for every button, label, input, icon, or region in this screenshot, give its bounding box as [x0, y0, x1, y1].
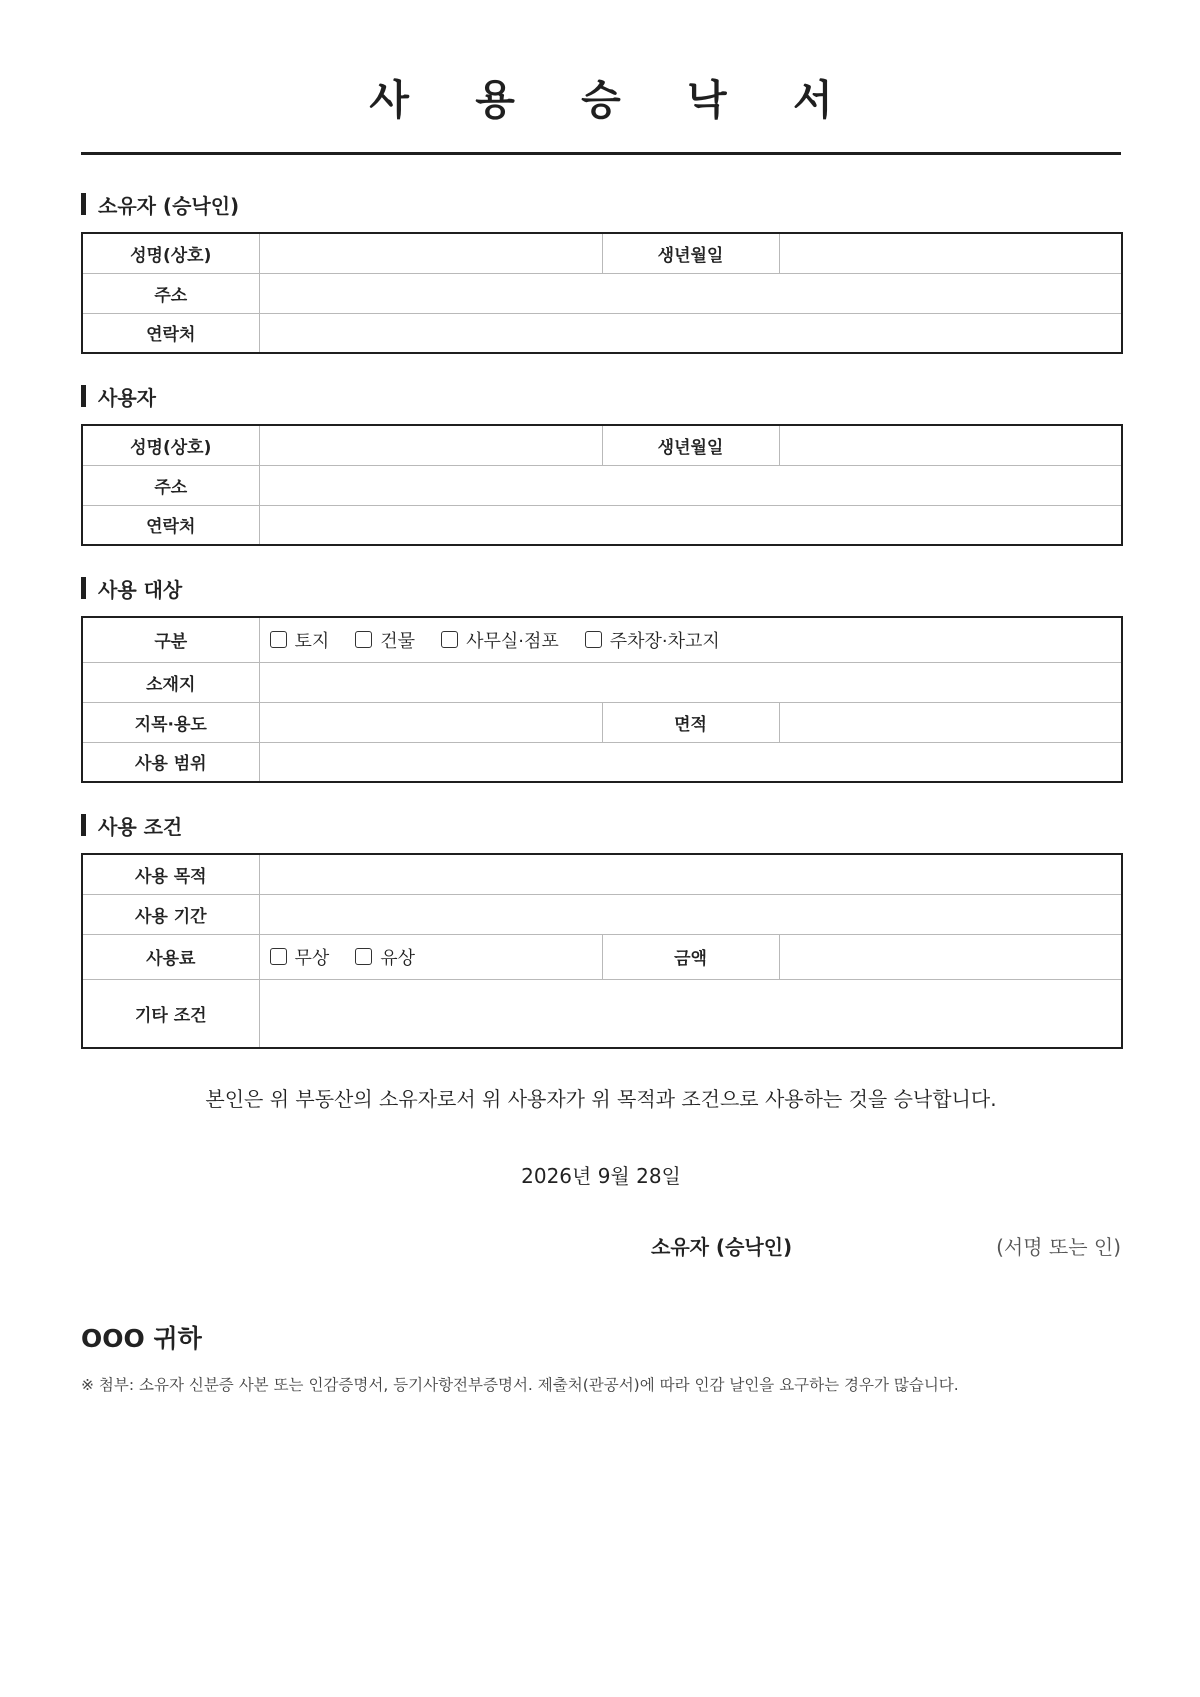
target-section-title: 사용 대상 — [98, 577, 183, 602]
checkbox[interactable] — [355, 948, 372, 965]
conditions-section-heading — [81, 811, 1121, 839]
table-row — [82, 742, 1122, 782]
checkbox[interactable] — [585, 631, 602, 648]
table-row — [82, 425, 1122, 465]
purpose-field[interactable] — [259, 854, 1122, 894]
checkbox[interactable] — [270, 948, 287, 965]
user-name-label: 성명(상호) — [82, 425, 259, 465]
target-scope-label: 사용 범위 — [82, 742, 259, 782]
table-row — [82, 854, 1122, 894]
target-category-label: 지목·용도 — [82, 702, 259, 742]
fee-options — [259, 934, 602, 979]
section-marker — [81, 193, 86, 215]
checkbox[interactable] — [355, 631, 372, 648]
conditions-table — [81, 853, 1123, 1049]
user-address-label: 주소 — [82, 465, 259, 505]
period-label: 사용 기간 — [82, 894, 259, 934]
owner-birth-field[interactable] — [779, 233, 1122, 273]
table-row — [82, 313, 1122, 353]
user-section-heading — [81, 382, 1121, 410]
target-section-heading — [81, 574, 1121, 602]
user-name-field[interactable] — [259, 425, 602, 465]
type-option-land[interactable]: 토지 — [270, 627, 330, 653]
user-address-field[interactable] — [259, 465, 1122, 505]
owner-birth-label: 생년월일 — [602, 233, 779, 273]
document-page — [81, 0, 1121, 1395]
owner-address-field[interactable] — [259, 273, 1122, 313]
period-field[interactable] — [259, 894, 1122, 934]
checkbox[interactable] — [441, 631, 458, 648]
owner-section-heading — [81, 190, 1121, 218]
purpose-label: 사용 목적 — [82, 854, 259, 894]
target-location-field[interactable] — [259, 662, 1122, 702]
type-option-building[interactable]: 건물 — [355, 627, 415, 653]
table-row — [82, 273, 1122, 313]
checkbox[interactable] — [270, 631, 287, 648]
owner-name-label: 성명(상호) — [82, 233, 259, 273]
target-type-label: 구분 — [82, 617, 259, 662]
owner-contact-label: 연락처 — [82, 313, 259, 353]
user-contact-label: 연락처 — [82, 505, 259, 545]
section-marker — [81, 385, 86, 407]
fee-option-paid[interactable]: 유상 — [355, 944, 415, 970]
target-table — [81, 616, 1123, 783]
table-row — [82, 702, 1122, 742]
consent-statement: 본인은 위 부동산의 소유자로서 위 사용자가 위 목적과 조건으로 사용하는 것을 승낙합니다. — [205, 1087, 997, 1111]
owner-contact-field[interactable] — [259, 313, 1122, 353]
table-row — [82, 233, 1122, 273]
document-title: 사 용 승 낙 서 — [369, 76, 859, 124]
fee-label: 사용료 — [82, 934, 259, 979]
recipient: OOO 귀하 — [81, 1324, 202, 1353]
user-section-title: 사용자 — [98, 385, 156, 410]
conditions-section-title: 사용 조건 — [98, 814, 183, 839]
fee-option-free[interactable]: 무상 — [270, 944, 330, 970]
amount-field[interactable] — [779, 934, 1122, 979]
signature-row — [81, 1231, 1121, 1261]
signature-label: 소유자 (승낙인) — [651, 1235, 793, 1259]
section-marker — [81, 814, 86, 836]
table-row — [82, 465, 1122, 505]
table-row — [82, 979, 1122, 1048]
target-type-options — [259, 617, 1122, 662]
owner-address-label: 주소 — [82, 273, 259, 313]
user-birth-field[interactable] — [779, 425, 1122, 465]
table-row — [82, 617, 1122, 662]
user-birth-label: 생년월일 — [602, 425, 779, 465]
type-option-office[interactable]: 사무실·점포 — [441, 627, 559, 653]
owner-table — [81, 232, 1123, 354]
user-contact-field[interactable] — [259, 505, 1122, 545]
user-table — [81, 424, 1123, 546]
target-scope-field[interactable] — [259, 742, 1122, 782]
target-location-label: 소재지 — [82, 662, 259, 702]
target-area-field[interactable] — [779, 702, 1122, 742]
document-date: 2026년 9월 28일 — [521, 1164, 681, 1188]
target-category-field[interactable] — [259, 702, 602, 742]
table-row — [82, 662, 1122, 702]
table-row — [82, 505, 1122, 545]
table-row — [82, 934, 1122, 979]
other-field[interactable] — [259, 979, 1122, 1048]
amount-label: 금액 — [602, 934, 779, 979]
type-option-parking[interactable]: 주차장·차고지 — [585, 627, 720, 653]
title-divider — [81, 152, 1121, 155]
attachment-note: ※ 첨부: 소유자 신분증 사본 또는 인감증명서, 등기사항전부증명서. 제출처(관공서)에 따라 인감 날인을 요구하는 경우가 많습니다. — [81, 1376, 959, 1394]
other-label: 기타 조건 — [82, 979, 259, 1048]
owner-name-field[interactable] — [259, 233, 602, 273]
target-area-label: 면적 — [602, 702, 779, 742]
signature-field[interactable]: (서명 또는 인) — [996, 1235, 1121, 1259]
owner-section-title: 소유자 (승낙인) — [98, 193, 240, 218]
table-row — [82, 894, 1122, 934]
section-marker — [81, 577, 86, 599]
